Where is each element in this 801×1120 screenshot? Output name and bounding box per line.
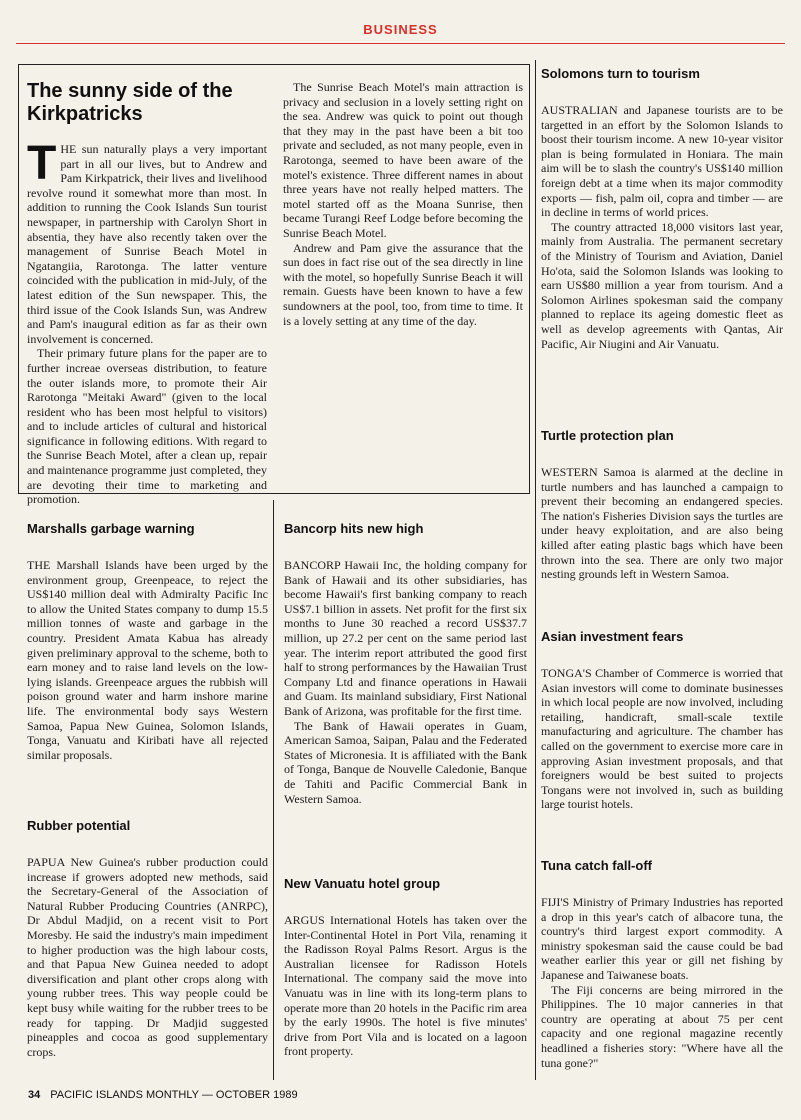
- tuna-article: [541, 858, 783, 1070]
- feature-paragraph: Their primary future plans for the paper are to further increae overseas distribution, to feature the outer islands more, to promote their Air Rarotonga "Meitaki Award" (given to the local resident who has been most helpful to visitors) and to include articles of cultural and historical significance in following editions. With regard to the Sunrise Beach Motel, after a clean up, repair and maintenance programme just completed, they are devoting their time to marketing and promotion.: [27, 346, 267, 507]
- article-heading: Bancorp hits new high: [284, 521, 424, 536]
- bancorp-article: [284, 521, 527, 806]
- article-paragraph: WESTERN Samoa is alarmed at the decline in turtle numbers and has launched a campaign to prevent their becoming an endangered species. The nation's Fisheries Division says the turtles are under heavy exploitation, and are also being killed after eating plastic bags which have been thrown into the sea. There are only two major nesting grounds left in Western Samoa.: [541, 465, 783, 582]
- vanuatu-article: [284, 876, 527, 1059]
- article-paragraph: The Bank of Hawaii operates in Guam, American Samoa, Saipan, Palau and the Federated States of Micronesia. It is affiliated with the Bank of Tonga, Banque de Nouvelle Caledonie, Banque de Tahiti and Pacific Commercial Bank in Western Samoa.: [284, 718, 527, 806]
- feature-article: [27, 80, 267, 507]
- marshalls-article: [27, 521, 268, 762]
- article-paragraph: The Fiji concerns are being mirrored in the Philippines. The 10 major canneries in that country are operating at about 75 per cent capacity and one regional magazine recently headlined a fisheries story: "Where have all the tuna gone?": [541, 982, 783, 1070]
- turtle-article: [541, 428, 783, 582]
- article-paragraph: ARGUS International Hotels has taken over the Inter-Continental Hotel in Port Vila, renaming it the Radisson Royal Palms Resort. Argus is the Australian licensee for Radisson Hotels International. The company said the move into Vanuatu was in line with its long-term plans to operate more than 20 hotels in the Pacific rim area by the early 1990s. The hotel is five minutes' drive from Port Vila and is located on a lagoon front property.: [284, 913, 527, 1059]
- solomons-article: [541, 66, 783, 351]
- article-heading: Tuna catch fall-off: [541, 858, 652, 873]
- article-heading: New Vanuatu hotel group: [284, 876, 441, 891]
- feature-paragraph: Andrew and Pam give the assurance that the sun does in fact rise out of the sea directly in line with the motel, so hopefully Sunrise Beach it will remain. Guests have been known to have a few sundowners at the pool, too, from time to time. It is a lovely setting at any time of the day.: [283, 240, 523, 328]
- article-paragraph: FIJI'S Ministry of Primary Industries has reported a drop in this year's catch of albacore tuna, the country's third largest export commodity. A ministry spokesman said the cause could be bad weather earlier this year or gill net fishing by Japanese and Taiwanese boats.: [541, 895, 783, 982]
- drop-cap: T: [27, 137, 57, 190]
- article-heading: Turtle protection plan: [541, 428, 674, 443]
- article-heading: Asian investment fears: [541, 629, 684, 644]
- article-paragraph: AUSTRALIAN and Japanese tourists are to be targetted in an effort by the Solomon Islands to boost their tourism income. A new 10-year visitor plan is being formulated in Honiara. The main aim will be to slash the country's US$140 million foreign debt at a time when its major commodity exports — fish, palm oil, copra and timber — are in decline in terms of world prices.: [541, 103, 783, 220]
- feature-paragraph: The Sunrise Beach Motel's main attraction is privacy and seclusion in a lovely setting right on the sea. Andrew was quick to point out though that they may in the past have been a bit too private and secluded, as not many people, even in Rarotonga, seemed to have been aware of the motel's existence. Three different names in about three years have not really helped matters. The motel started off as the Moana Sunrise, then became Turangi Reef Lodge before becoming the Sunrise Beach Motel.: [283, 80, 523, 240]
- section-label: BUSINESS: [363, 22, 438, 37]
- article-heading: Marshalls garbage warning: [27, 521, 195, 536]
- feature-article-continued: [283, 80, 523, 328]
- feature-paragraph: [27, 137, 267, 346]
- publication-line: PACIFIC ISLANDS MONTHLY — OCTOBER 1989: [50, 1089, 298, 1101]
- rubber-article: [27, 818, 268, 1059]
- feature-paragraph-text: HE sun naturally plays a very important part in all our lives, but to Andrew and Pam Kirkpatrick, their lives and livelihood revolve round it somewhat more than most. In addition to running the Cook Islands Sun tourist newspaper, in partnership with Carolyn Short in absentia, they have also recently taken over the management of Sunrise Beach Motel in Ngatangiia, Rarotonga. The latter venture coincided with the publication in mid-July, of the latest edition of the Sun newspaper. This, the third issue of the Cook Islands Sun, was Andrew and Pam's inaugural edition as far as their own involvement is concerned.: [27, 142, 267, 346]
- article-paragraph: The country attracted 18,000 visitors last year, mainly from Australia. The permanent secretary of the Ministry of Tourism and Aviation, Daniel Ho'ota, said the Solomon Islands was looking to earn US$80 million a year from tourism. And a Solomon Airlines spokesman said the company planned to replace its ageing domestic fleet as well as develop agreements with Qantas, Air Pacific, Air Niugini and Air Vanuatu.: [541, 219, 783, 351]
- article-heading: Rubber potential: [27, 818, 131, 833]
- article-heading: Solomons turn to tourism: [541, 66, 700, 81]
- column-rule: [535, 60, 536, 1080]
- feature-title: The sunny side of the Kirkpatricks: [27, 80, 233, 125]
- article-paragraph: TONGA'S Chamber of Commerce is worried that Asian investors will come to dominate businesses in which local people are now involved, including retailing, handicraft, small-scale textile manufacturing and agriculture. The chamber has called on the government to exercise more care in approving Asian investment proposals, and that foreigners would be best suited to projects Tongans were not involved in, such as building large tourist hotels.: [541, 666, 783, 812]
- column-rule: [273, 500, 274, 1080]
- header-rule: [16, 43, 785, 44]
- asian-article: [541, 629, 783, 812]
- article-paragraph: PAPUA New Guinea's rubber production could increase if growers adopted new methods, said the Secretary-General of the Association of Natural Rubber Producing Countries (ANRPC), Dr Abdul Madjid, on a recent visit to Port Moresby. He said the industry's main impediment to higher production was the high labour costs, and that Papua New Guinea needed to adopt diversification and plant other crops along with young rubber trees. This way people could be kept busy while waiting for the rubber trees to be ready for tapping. Dr Madjid suggested pineapples and cocoa as good supplementary crops.: [27, 855, 268, 1059]
- page-footer: [28, 1089, 298, 1101]
- article-paragraph: THE Marshall Islands have been urged by the environment group, Greenpeace, to reject the US$140 million deal with Admiralty Pacific Inc to allow the United States company to dump 15.5 million tonnes of waste and garbage in the country. President Amata Kabua has already given preliminary approval to the scheme, both to earn money and to raise land levels on the low-lying islands. Greenpeace argues the rubbish will poison ground water and harm inshore marine life. The environmental body says Western Samoa, Papua New Guinea, Solomon Islands, Tonga, Vanuatu and Kiribati have all rejected similar proposals.: [27, 558, 268, 762]
- page-number: 34: [28, 1089, 41, 1101]
- article-paragraph: BANCORP Hawaii Inc, the holding company for Bank of Hawaii and its other subsidiaries, has become Hawaii's first banking company to reach US$7.1 billion in assets. Net profit for the first six months to June 30 reached a record US$37.7 million, up 27.2 per cent on the same period last year. The interim report attributed the good first half to strong performances by the Hawaiian Trust Company Ltd and finance operations in Hawaii and Guam. Its mainland subsidiary, First National Bank of Arizona, was profitable for the first time.: [284, 558, 527, 718]
